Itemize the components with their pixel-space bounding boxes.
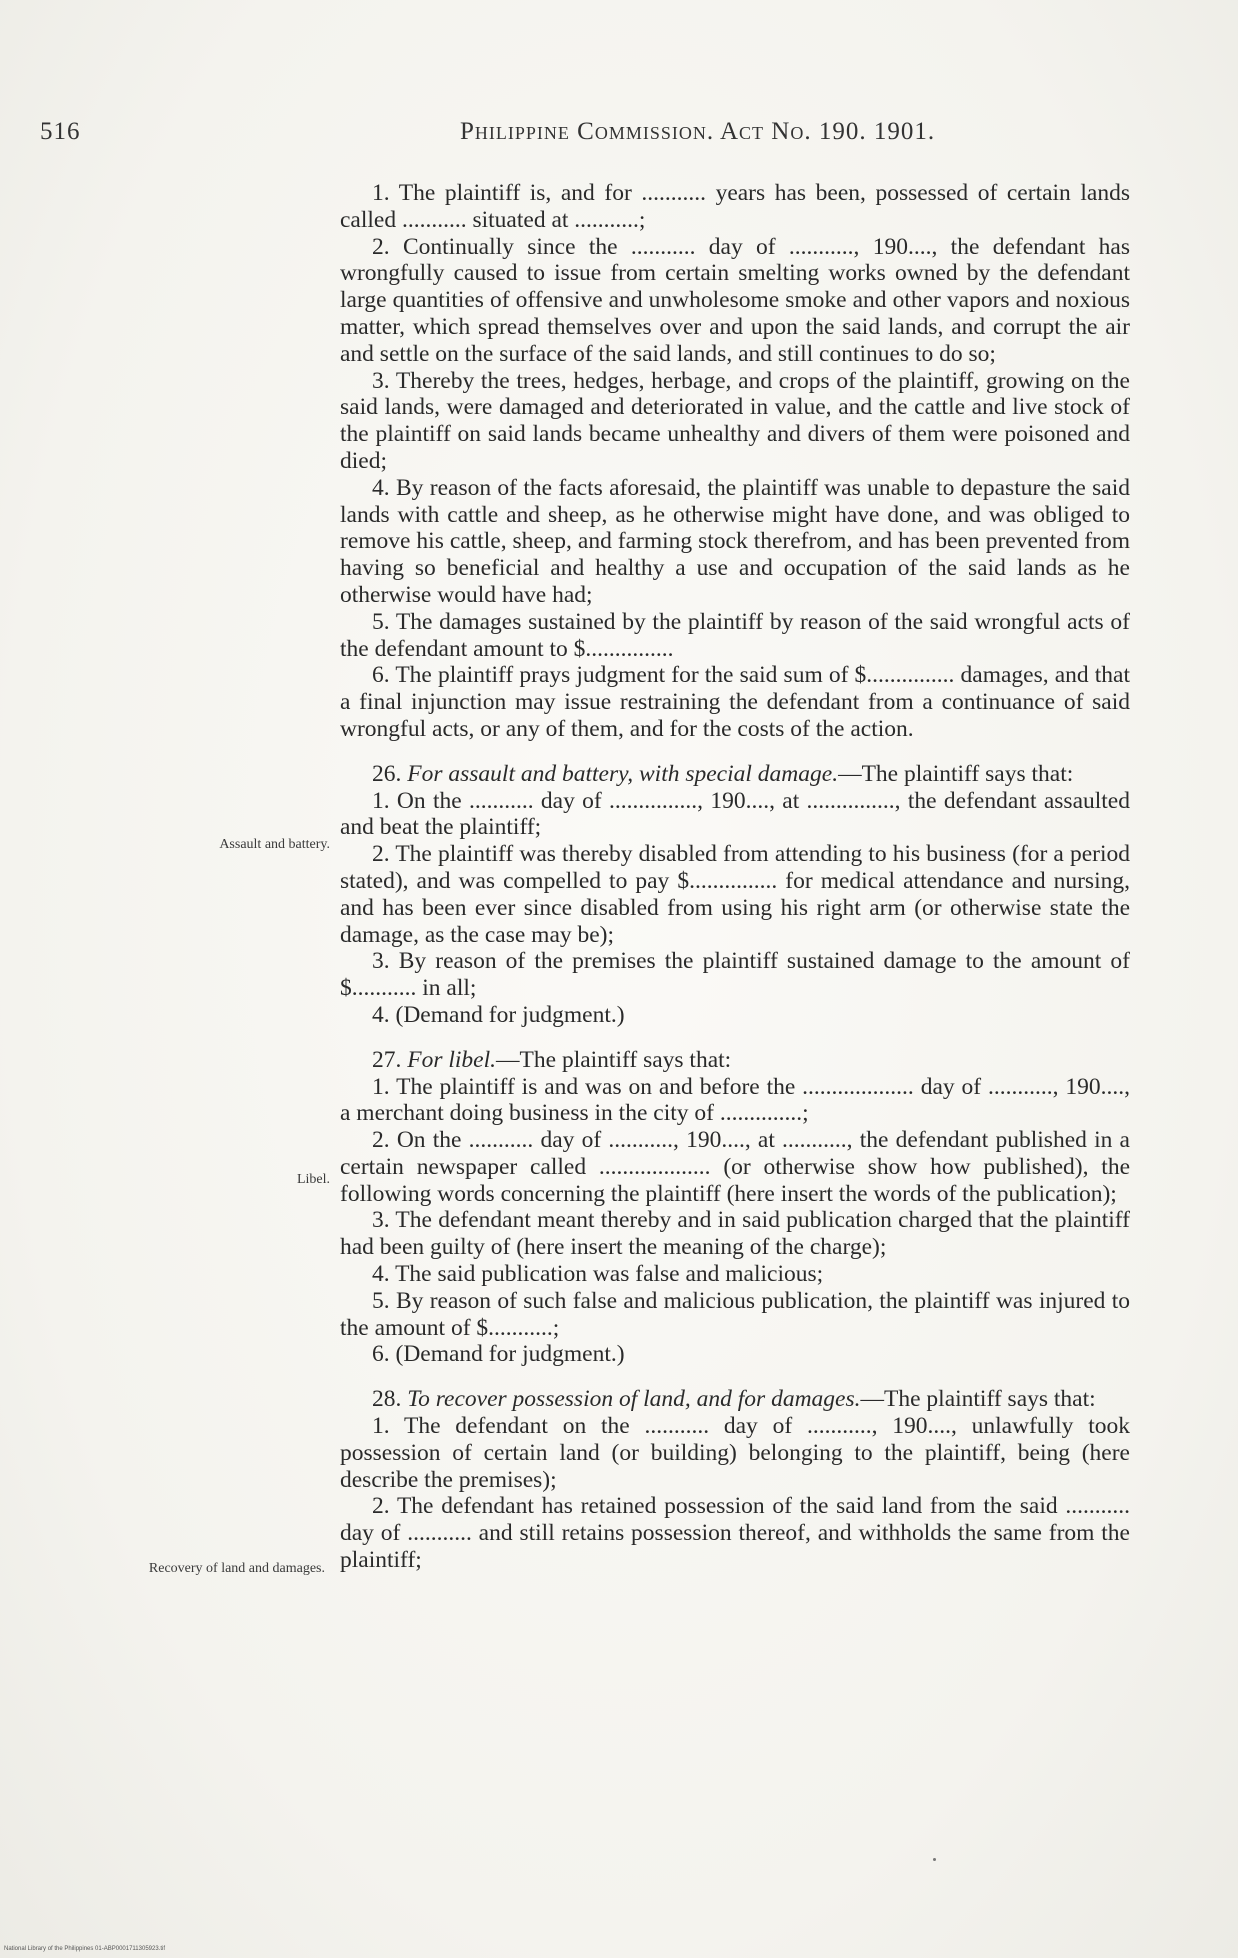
section-heading-28 <box>340 1386 1130 1413</box>
paragraph: 4. (Demand for judgment.) <box>372 1001 625 1028</box>
paragraph: 4. By reason of the facts aforesaid, the plaintiff was unable to depasture the said lands with cattle and sheep, as he otherwise might have done, and was obliged to remove his cattle, sheep, and farming stock therefrom, and has been prevented from having so beneficial and healthy a use and occupation of the said lands as he otherwise would have had; <box>340 474 1130 608</box>
running-title: Philippine Commission. Act No. 190. 1901. <box>460 118 936 145</box>
margin-note-assault: Assault and battery. <box>219 837 330 852</box>
page-number: 516 <box>40 118 81 145</box>
section-heading-27 <box>340 1047 1130 1074</box>
section-title: To recover possession of land, and for damages. <box>407 1386 861 1413</box>
speck-mark <box>933 1858 936 1861</box>
paragraph: 1. On the ........... day of ..............., 190...., at ..............., the defendant assaulted and beat the plaintiff; <box>340 787 1130 841</box>
section-lead: —The plaintiff says that: <box>860 1386 1096 1413</box>
section-lead: —The plaintiff says that: <box>838 760 1074 787</box>
paragraph: 3. Thereby the trees, hedges, herbage, and crops of the plaintiff, growing on the said lands, were damaged and deteriorated in value, and the cattle and live stock of the plaintiff on said lands became unhealthy and divers of them were poisoned and died; <box>340 367 1130 474</box>
margin-note-recovery: Recovery of land and damages. <box>148 1561 325 1576</box>
section-title: For assault and battery, with special damage. <box>407 760 839 787</box>
paragraph: 5. By reason of such false and malicious publication, the plaintiff was injured to the amount of $...........; <box>340 1287 1130 1341</box>
section-lead: —The plaintiff says that: <box>496 1046 732 1073</box>
paragraph: 1. The defendant on the ........... day of ..........., 190...., unlawfully took possession of certain land (or building) belonging to the plaintiff, being (here describe the premises); <box>340 1413 1130 1493</box>
running-head <box>40 118 1180 148</box>
footer-imprint: National Library of the Philippines 01-ABP0001711305923.tif <box>4 1946 165 1952</box>
paragraph: 2. The plaintiff was thereby disabled from attending to his business (for a period stated), and was compelled to pay $............... for medical attendance and nursing, and has been ever since disabled from using his right arm (or otherwise state the damage, as the case may be); <box>340 841 1130 948</box>
paragraph: 2. On the ........... day of ..........., 190...., at ..........., the defendant published in a certain newspaper called ................... (or otherwise show how published), the following words concerning the plaintiff (here insert the words of the publication); <box>340 1127 1130 1207</box>
section-number: 26. <box>372 760 402 787</box>
paragraph: 5. The damages sustained by the plaintiff by reason of the said wrongful acts of the defendant amount to $............... <box>340 608 1130 662</box>
paragraph: 3. By reason of the premises the plaintiff sustained damage to the amount of $........... in all; <box>340 948 1130 1002</box>
paragraph: 3. The defendant meant thereby and in said publication charged that the plaintiff had been guilty of (here insert the meaning of the charge); <box>340 1207 1130 1261</box>
section-number: 27. <box>372 1046 402 1073</box>
paragraph: 2. The defendant has retained possession of the said land from the said ........... day of ........... and still retains possession thereof, and withholds the same from the plaintiff; <box>340 1493 1130 1574</box>
section-title: For libel. <box>407 1046 497 1073</box>
margin-note-libel: Libel. <box>296 1172 330 1187</box>
paragraph: 4. The said publication was false and malicious; <box>372 1261 824 1288</box>
paragraph: 2. Continually since the ........... day of ..........., 190...., the defendant has wrongfully caused to issue from certain smelting works owned by the defendant large quantities of offensive and unwholesome smoke and other vapors and noxious matter, which spread themselves over and upon the said lands, and corrupt the air and settle on the surface of the said lands, and still continues to do so; <box>340 233 1130 367</box>
paragraph: 6. (Demand for judgment.) <box>372 1341 625 1368</box>
section-heading-26 <box>340 761 1130 788</box>
section-number: 28. <box>372 1386 402 1413</box>
paragraph: 6. The plaintiff prays judgment for the said sum of $............... damages, and that a final injunction may issue restraining the defendant from a continuance of said wrongful acts, or any of them, and for the costs of the action. <box>340 662 1130 742</box>
paragraph: 1. The plaintiff is and was on and before the ................... day of ..........., 190...., a merchant doing business in the city of ..............; <box>340 1073 1130 1127</box>
paragraph: 1. The plaintiff is, and for ........... years has been, possessed of certain lands called ........... situated at ...........; <box>340 180 1130 233</box>
body-text <box>340 180 1130 1574</box>
